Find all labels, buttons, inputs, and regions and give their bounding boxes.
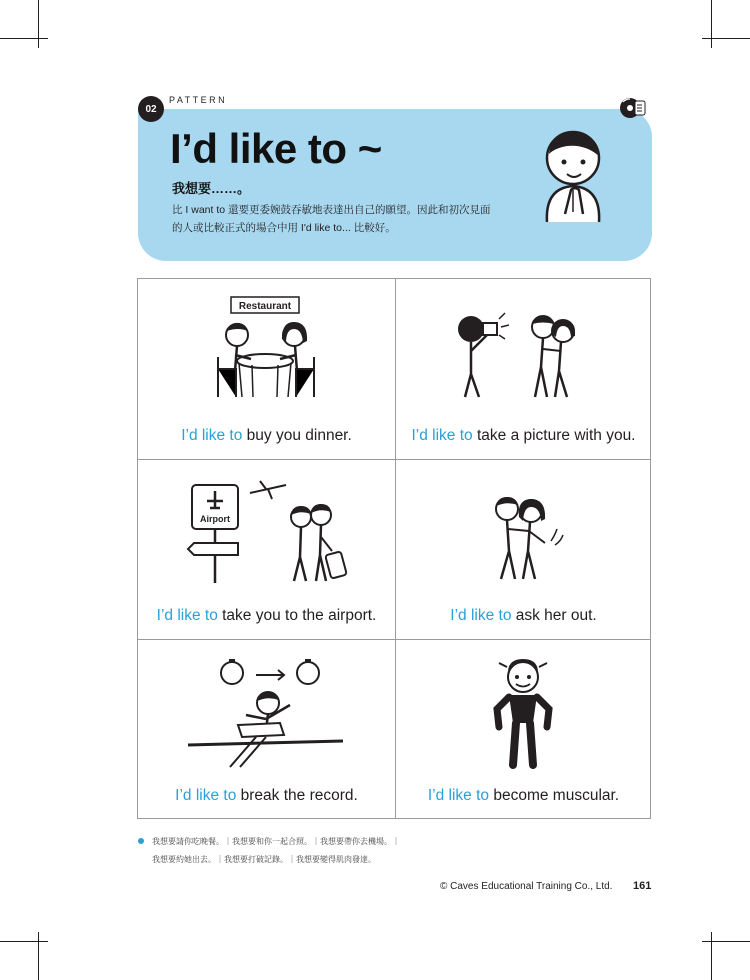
sentence-rest: take you to the airport. <box>217 607 377 624</box>
pattern-description-line1: 比 I want to 還要更委婉鼓吞敏地表達出自己的願望。因此和初次見面 <box>172 204 491 216</box>
crop-mark <box>0 38 48 39</box>
crop-mark <box>702 38 750 39</box>
sentence-rest: take a picture with you. <box>472 427 636 444</box>
pattern-title: I’d like to ~ <box>170 125 382 172</box>
example-cell-muscular <box>395 639 652 819</box>
praying-person-icon <box>537 126 609 222</box>
restaurant-dinner-illustration <box>138 279 395 419</box>
pattern-highlight: I’d like to <box>427 787 490 804</box>
airport-sign-illustration <box>138 459 395 599</box>
crop-mark <box>711 932 712 980</box>
page-number: 161 <box>633 880 652 892</box>
sentence-rest: break the record. <box>236 787 358 804</box>
couple-illustration <box>395 459 652 599</box>
example-cell-airport <box>138 459 395 639</box>
muscular-man-illustration <box>395 639 652 779</box>
example-sentence <box>138 427 395 445</box>
crop-mark <box>38 0 39 48</box>
example-sentence <box>395 607 652 625</box>
sentence-rest: ask her out. <box>511 607 597 624</box>
record-breaking-illustration <box>138 639 395 779</box>
illustration-grid <box>137 278 651 819</box>
example-sentence <box>395 427 652 445</box>
example-cell-buy-dinner <box>138 279 395 459</box>
crop-mark <box>702 941 750 942</box>
example-sentence <box>395 787 652 805</box>
crop-mark <box>38 932 39 980</box>
translation-line1: 我想要請你吃晚餐。｜我想要和你一起合照。｜我想要帶你去機場。｜ <box>152 837 400 846</box>
translation-bullet <box>138 838 144 844</box>
pattern-highlight: I’d like to <box>156 607 218 624</box>
audio-cd-icon[interactable] <box>618 92 646 124</box>
taking-photo-illustration <box>395 279 652 419</box>
pattern-number-badge: 02 <box>138 96 164 122</box>
example-cell-break-record <box>138 639 395 819</box>
pattern-highlight: I’d like to <box>411 427 473 444</box>
pattern-description-line2: 的人或比較正式的場合中用 I'd like to... 比較好。 <box>172 222 396 234</box>
pattern-highlight: I’d like to <box>181 427 243 444</box>
crop-mark <box>0 941 48 942</box>
restaurant-sign-label: Restaurant <box>238 301 292 312</box>
example-sentence <box>138 787 395 805</box>
translation-line2: 我想要約她出去。｜我想要打破記錄。｜我想要變得肌肉發達。 <box>152 855 376 864</box>
pattern-highlight: I’d like to <box>175 787 237 804</box>
sentence-rest: buy you dinner. <box>242 427 352 444</box>
example-sentence <box>138 607 395 625</box>
airport-sign-label: Airport <box>200 514 230 524</box>
example-cell-take-picture <box>395 279 652 459</box>
pattern-subtitle: 我想要……。 <box>172 181 251 196</box>
pattern-highlight: I’d like to <box>450 607 512 624</box>
crop-mark <box>711 0 712 48</box>
example-cell-ask-her-out <box>395 459 652 639</box>
pattern-label: PATTERN <box>169 95 228 105</box>
sentence-rest: become muscular. <box>489 787 620 804</box>
copyright-text: © Caves Educational Training Co., Ltd. <box>440 881 613 892</box>
